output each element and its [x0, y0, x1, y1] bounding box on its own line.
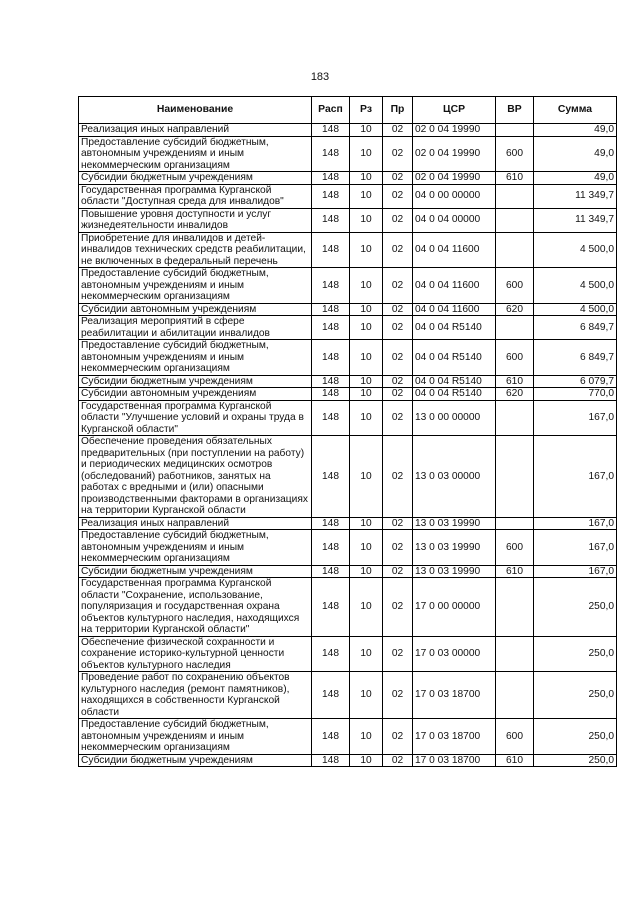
- cell-sum: 49,0: [534, 172, 617, 185]
- cell-sum: 11 349,7: [534, 208, 617, 232]
- cell-vr: [496, 436, 534, 518]
- cell-vr: 610: [496, 754, 534, 767]
- cell-pr: 02: [383, 517, 413, 530]
- cell-rz: 10: [350, 232, 383, 268]
- cell-sum: 4 500,0: [534, 268, 617, 304]
- cell-csr: 17 0 03 18700: [413, 672, 496, 719]
- cell-vr: 620: [496, 303, 534, 316]
- cell-pr: 02: [383, 172, 413, 185]
- cell-vr: [496, 672, 534, 719]
- header-rz: Рз: [350, 97, 383, 124]
- cell-rz: 10: [350, 375, 383, 388]
- cell-sum: 167,0: [534, 530, 617, 566]
- table-row: [79, 124, 617, 137]
- cell-vr: 600: [496, 530, 534, 566]
- cell-rasp: 148: [312, 565, 350, 578]
- cell-name: Предоставление субсидий бюджетным, автономным учреждениям и иным некоммерческим организациям: [79, 719, 312, 755]
- cell-csr: 04 0 04 R5140: [413, 316, 496, 340]
- table-row: [79, 636, 617, 672]
- cell-rasp: 148: [312, 303, 350, 316]
- table-row: [79, 208, 617, 232]
- cell-pr: 02: [383, 232, 413, 268]
- cell-sum: 167,0: [534, 436, 617, 518]
- cell-rz: 10: [350, 303, 383, 316]
- cell-csr: 13 0 03 19990: [413, 530, 496, 566]
- table-row: [79, 172, 617, 185]
- header-rasp: Расп: [312, 97, 350, 124]
- cell-name: Субсидии бюджетным учреждениям: [79, 172, 312, 185]
- cell-rz: 10: [350, 136, 383, 172]
- table-row: [79, 388, 617, 401]
- cell-name: Предоставление субсидий бюджетным, автономным учреждениям и иным некоммерческим организациям: [79, 268, 312, 304]
- table-row: [79, 232, 617, 268]
- budget-table: [78, 96, 617, 767]
- table-row: [79, 375, 617, 388]
- cell-pr: 02: [383, 136, 413, 172]
- cell-sum: 250,0: [534, 719, 617, 755]
- cell-pr: 02: [383, 754, 413, 767]
- cell-pr: 02: [383, 436, 413, 518]
- cell-rasp: 148: [312, 340, 350, 376]
- cell-vr: [496, 316, 534, 340]
- cell-rasp: 148: [312, 316, 350, 340]
- cell-rasp: 148: [312, 375, 350, 388]
- cell-pr: 02: [383, 578, 413, 637]
- table-row: [79, 530, 617, 566]
- cell-rz: 10: [350, 124, 383, 137]
- table-row: [79, 184, 617, 208]
- cell-rasp: 148: [312, 719, 350, 755]
- header-sum: Сумма: [534, 97, 617, 124]
- table-row: [79, 436, 617, 518]
- cell-sum: 167,0: [534, 565, 617, 578]
- table-row: [79, 400, 617, 436]
- cell-rz: 10: [350, 636, 383, 672]
- cell-name: Субсидии бюджетным учреждениям: [79, 375, 312, 388]
- cell-rasp: 148: [312, 208, 350, 232]
- cell-rasp: 148: [312, 184, 350, 208]
- cell-csr: 17 0 00 00000: [413, 578, 496, 637]
- cell-vr: 600: [496, 340, 534, 376]
- cell-name: Государственная программа Курганской области "Доступная среда для инвалидов": [79, 184, 312, 208]
- cell-vr: 600: [496, 268, 534, 304]
- cell-vr: 620: [496, 388, 534, 401]
- cell-rz: 10: [350, 208, 383, 232]
- header-pr: Пр: [383, 97, 413, 124]
- cell-name: Субсидии бюджетным учреждениям: [79, 565, 312, 578]
- cell-sum: 167,0: [534, 400, 617, 436]
- cell-vr: 600: [496, 719, 534, 755]
- cell-csr: 17 0 03 00000: [413, 636, 496, 672]
- cell-vr: [496, 636, 534, 672]
- cell-csr: 13 0 03 00000: [413, 436, 496, 518]
- cell-pr: 02: [383, 719, 413, 755]
- cell-csr: 17 0 03 18700: [413, 754, 496, 767]
- cell-rasp: 148: [312, 436, 350, 518]
- cell-sum: 6 849,7: [534, 316, 617, 340]
- cell-csr: 04 0 04 R5140: [413, 388, 496, 401]
- cell-name: Проведение работ по сохранению объектов культурного наследия (ремонт памятников), находящихся в собственности Курганской области: [79, 672, 312, 719]
- cell-rasp: 148: [312, 530, 350, 566]
- table-row: [79, 719, 617, 755]
- cell-vr: 610: [496, 565, 534, 578]
- cell-pr: 02: [383, 565, 413, 578]
- cell-name: Предоставление субсидий бюджетным, автономным учреждениям и иным некоммерческим организациям: [79, 136, 312, 172]
- cell-csr: 04 0 04 00000: [413, 208, 496, 232]
- cell-sum: 250,0: [534, 672, 617, 719]
- cell-name: Реализация иных направлений: [79, 517, 312, 530]
- cell-rz: 10: [350, 388, 383, 401]
- cell-sum: 250,0: [534, 636, 617, 672]
- cell-name: Предоставление субсидий бюджетным, автономным учреждениям и иным некоммерческим организациям: [79, 530, 312, 566]
- cell-rz: 10: [350, 578, 383, 637]
- table-row: [79, 517, 617, 530]
- cell-name: Предоставление субсидий бюджетным, автономным учреждениям и иным некоммерческим организациям: [79, 340, 312, 376]
- cell-csr: 02 0 04 19990: [413, 124, 496, 137]
- cell-rz: 10: [350, 400, 383, 436]
- header-csr: ЦСР: [413, 97, 496, 124]
- table-row: [79, 340, 617, 376]
- table-row: [79, 303, 617, 316]
- cell-pr: 02: [383, 124, 413, 137]
- cell-rz: 10: [350, 565, 383, 578]
- cell-pr: 02: [383, 268, 413, 304]
- cell-sum: 250,0: [534, 578, 617, 637]
- cell-vr: [496, 184, 534, 208]
- cell-name: Повышение уровня доступности и услуг жизнедеятельности инвалидов: [79, 208, 312, 232]
- cell-name: Реализация мероприятий в сфере реабилитации и абилитации инвалидов: [79, 316, 312, 340]
- cell-pr: 02: [383, 340, 413, 376]
- table-row: [79, 136, 617, 172]
- cell-name: Обеспечение физической сохранности и сохранение историко-культурной ценности объектов культурного наследия: [79, 636, 312, 672]
- cell-csr: 04 0 04 11600: [413, 232, 496, 268]
- cell-rasp: 148: [312, 754, 350, 767]
- cell-rz: 10: [350, 268, 383, 304]
- cell-pr: 02: [383, 208, 413, 232]
- cell-rz: 10: [350, 340, 383, 376]
- cell-rz: 10: [350, 719, 383, 755]
- cell-rasp: 148: [312, 268, 350, 304]
- cell-csr: 02 0 04 19990: [413, 172, 496, 185]
- cell-rz: 10: [350, 530, 383, 566]
- cell-sum: 4 500,0: [534, 303, 617, 316]
- cell-sum: 167,0: [534, 517, 617, 530]
- cell-csr: 02 0 04 19990: [413, 136, 496, 172]
- cell-vr: 610: [496, 375, 534, 388]
- table-row: [79, 672, 617, 719]
- cell-name: Государственная программа Курганской области "Улучшение условий и охраны труда в Курганской области": [79, 400, 312, 436]
- cell-csr: 17 0 03 18700: [413, 719, 496, 755]
- cell-name: Обеспечение проведения обязательных предварительных (при поступлении на работу) и периодических медицинских осмотров (обследований) работников, занятых на работах с вредными и (или) опасными производственными факторами в организациях на территории Курганской области: [79, 436, 312, 518]
- cell-name: Субсидии бюджетным учреждениям: [79, 754, 312, 767]
- cell-vr: 610: [496, 172, 534, 185]
- cell-rasp: 148: [312, 672, 350, 719]
- cell-vr: [496, 124, 534, 137]
- cell-rasp: 148: [312, 388, 350, 401]
- cell-rasp: 148: [312, 400, 350, 436]
- cell-csr: 04 0 04 R5140: [413, 375, 496, 388]
- cell-vr: [496, 578, 534, 637]
- cell-rz: 10: [350, 517, 383, 530]
- table-row: [79, 316, 617, 340]
- table-row: [79, 754, 617, 767]
- cell-pr: 02: [383, 636, 413, 672]
- cell-rz: 10: [350, 184, 383, 208]
- cell-pr: 02: [383, 388, 413, 401]
- cell-vr: [496, 232, 534, 268]
- cell-rasp: 148: [312, 172, 350, 185]
- cell-csr: 13 0 03 19990: [413, 517, 496, 530]
- cell-name: Государственная программа Курганской области "Сохранение, использование, популяризация и государственная охрана объектов культурного наследия, находящихся на территории Курганской области": [79, 578, 312, 637]
- header-vr: ВР: [496, 97, 534, 124]
- cell-csr: 04 0 00 00000: [413, 184, 496, 208]
- cell-rz: 10: [350, 316, 383, 340]
- cell-rasp: 148: [312, 124, 350, 137]
- cell-pr: 02: [383, 530, 413, 566]
- cell-sum: 770,0: [534, 388, 617, 401]
- cell-rasp: 148: [312, 636, 350, 672]
- cell-rasp: 148: [312, 232, 350, 268]
- cell-vr: [496, 208, 534, 232]
- cell-csr: 04 0 04 11600: [413, 268, 496, 304]
- cell-pr: 02: [383, 184, 413, 208]
- table-row: [79, 565, 617, 578]
- cell-name: Субсидии автономным учреждениям: [79, 388, 312, 401]
- cell-pr: 02: [383, 375, 413, 388]
- cell-pr: 02: [383, 316, 413, 340]
- cell-name: Приобретение для инвалидов и детей-инвалидов технических средств реабилитации, не включенных в федеральный перечень: [79, 232, 312, 268]
- cell-sum: 4 500,0: [534, 232, 617, 268]
- cell-pr: 02: [383, 400, 413, 436]
- cell-csr: 04 0 04 11600: [413, 303, 496, 316]
- cell-sum: 49,0: [534, 124, 617, 137]
- cell-sum: 250,0: [534, 754, 617, 767]
- cell-rz: 10: [350, 436, 383, 518]
- cell-rz: 10: [350, 672, 383, 719]
- cell-vr: 600: [496, 136, 534, 172]
- cell-name: Реализация иных направлений: [79, 124, 312, 137]
- cell-vr: [496, 400, 534, 436]
- table-row: [79, 268, 617, 304]
- cell-vr: [496, 517, 534, 530]
- cell-rasp: 148: [312, 136, 350, 172]
- cell-sum: 6 849,7: [534, 340, 617, 376]
- cell-rz: 10: [350, 172, 383, 185]
- cell-sum: 6 079,7: [534, 375, 617, 388]
- table-header-row: [79, 97, 617, 124]
- table-row: [79, 578, 617, 637]
- cell-csr: 04 0 04 R5140: [413, 340, 496, 376]
- header-name: Наименование: [79, 97, 312, 124]
- cell-pr: 02: [383, 303, 413, 316]
- cell-pr: 02: [383, 672, 413, 719]
- cell-name: Субсидии автономным учреждениям: [79, 303, 312, 316]
- cell-sum: 11 349,7: [534, 184, 617, 208]
- page-number: 183: [310, 71, 330, 83]
- cell-rasp: 148: [312, 517, 350, 530]
- cell-sum: 49,0: [534, 136, 617, 172]
- cell-rasp: 148: [312, 578, 350, 637]
- cell-csr: 13 0 00 00000: [413, 400, 496, 436]
- cell-csr: 13 0 03 19990: [413, 565, 496, 578]
- table-body: [79, 124, 617, 767]
- cell-rz: 10: [350, 754, 383, 767]
